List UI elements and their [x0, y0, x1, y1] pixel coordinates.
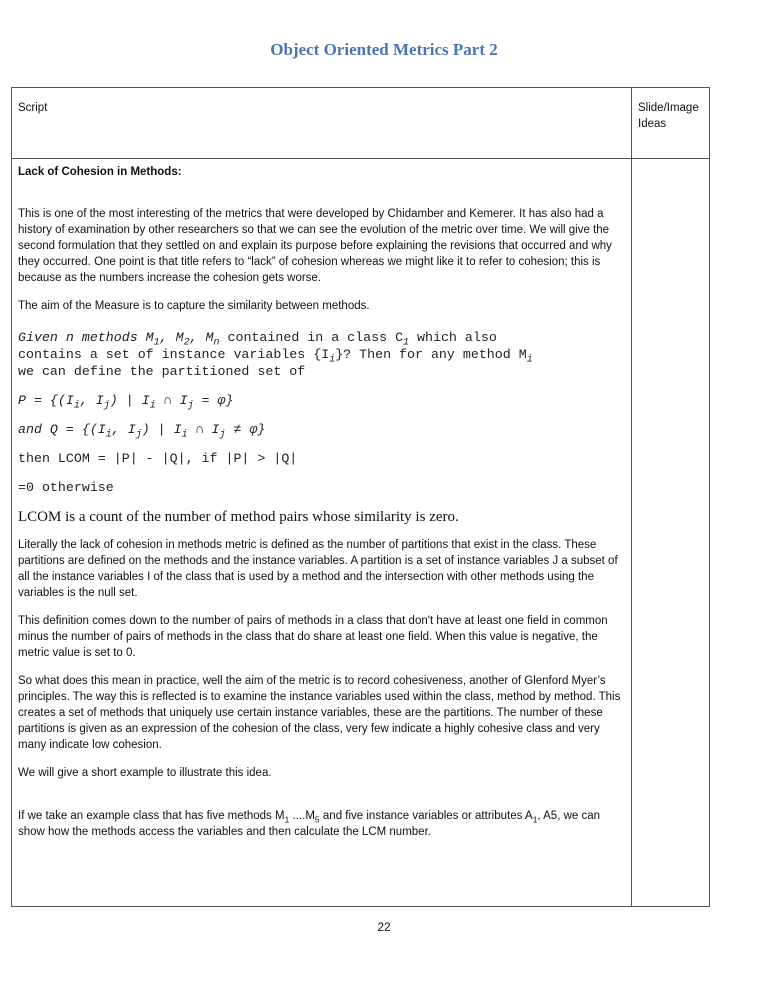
- ideas-header-line1: Slide/Image: [638, 102, 699, 114]
- document-title: Object Oriented Metrics Part 2: [270, 40, 498, 59]
- section-heading: Lack of Cohesion in Methods:: [18, 166, 182, 178]
- p-set-definition: $P = \{(I_i$, $I_j$) | $I_i$ ∩ $I_j = \varphi$}: [18, 393, 234, 411]
- script-table: [11, 87, 710, 907]
- literal-definition-paragraph: Literally the lack of cohesion in methods metric is defined as the number of partitions that exist in the class. These partitions are defined on the methods and the instance variables. A partition is a set of instance variables J a subset of all the instance variables I of the class that is used by a method and the intersection with other methods using the variables is the null set.: [18, 539, 618, 599]
- example-paragraph: If we take an example class that has five methods $M_1$ $....M_5$ and five instance variables or attributes $A_1$, A5, we can show how the methods access the variables and then calculate the LCM number.: [18, 810, 601, 838]
- ideas-body-cell: [632, 159, 710, 907]
- script-header-cell: [12, 88, 632, 159]
- ideas-header-line2: Ideas: [638, 118, 667, 130]
- ideas-header-cell: [632, 88, 710, 159]
- formula-definition: [18, 329, 625, 380]
- formula-line-1: Given n methods $M_1$, $M_2$, $M_n$ contained in a class $C_1$ which also: [18, 330, 497, 348]
- example-intro-paragraph: We will give a short example to illustrate this idea.: [18, 767, 272, 779]
- aim-paragraph: The aim of the Measure is to capture the similarity between methods.: [18, 300, 370, 312]
- definition-paragraph: This definition comes down to the number of pairs of methods in a class that don't have at least one field in common minus the number of pairs of methods in the class that do share at least one field. When this value is negative, the metric value is set to 0.: [18, 615, 608, 659]
- q-set-definition: and $Q = \{(I_i$, $I_j$) | $I_i$ ∩ $I_j \ne \varphi$}: [18, 422, 266, 440]
- page-number: 22: [377, 920, 391, 934]
- formula-line-2: contains a set of instance variables $\{I_i\}$? Then for any method $M_i$: [18, 347, 533, 365]
- script-body-cell: [12, 159, 632, 907]
- intro-paragraph: This is one of the most interesting of the metrics that were developed by Chidamber and Kemerer. It has also had a history of examination by other researchers so that we can see the evolution of the metric over time. We will give the second formulation that they settled on and explain its purpose before explaining the revisions that occurred and why they occurred. One point is that title refers to “lack” of cohesion whereas we might like it to refer to cohesion; this is because as the numbers increase the cohesion gets worse.: [18, 208, 612, 284]
- script-header: Script: [18, 102, 48, 114]
- formula-line-3: we can define the partitioned set of: [18, 364, 306, 379]
- lcom-statement: LCOM is a count of the number of method pairs whose similarity is zero.: [18, 509, 459, 525]
- table-body-row: [12, 159, 710, 907]
- practice-paragraph: So what does this mean in practice, well the aim of the metric is to record cohesiveness, another of Glenford Myer’s principles. The way this is reflected is to examine the instance variables used within the class, method by method. This creates a set of methods that uniquely use certain instance variables, these are the partitions. The number of these partitions is given as an expression of the cohesion of the class, very few indicate a highly cohesive class and very many indicate low cohesion.: [18, 675, 621, 751]
- lcom-otherwise: =0 otherwise: [18, 480, 114, 495]
- table-header-row: [12, 88, 710, 159]
- lcom-formula: then LCOM = |P| - |Q|, if |P| > |Q|: [18, 451, 298, 466]
